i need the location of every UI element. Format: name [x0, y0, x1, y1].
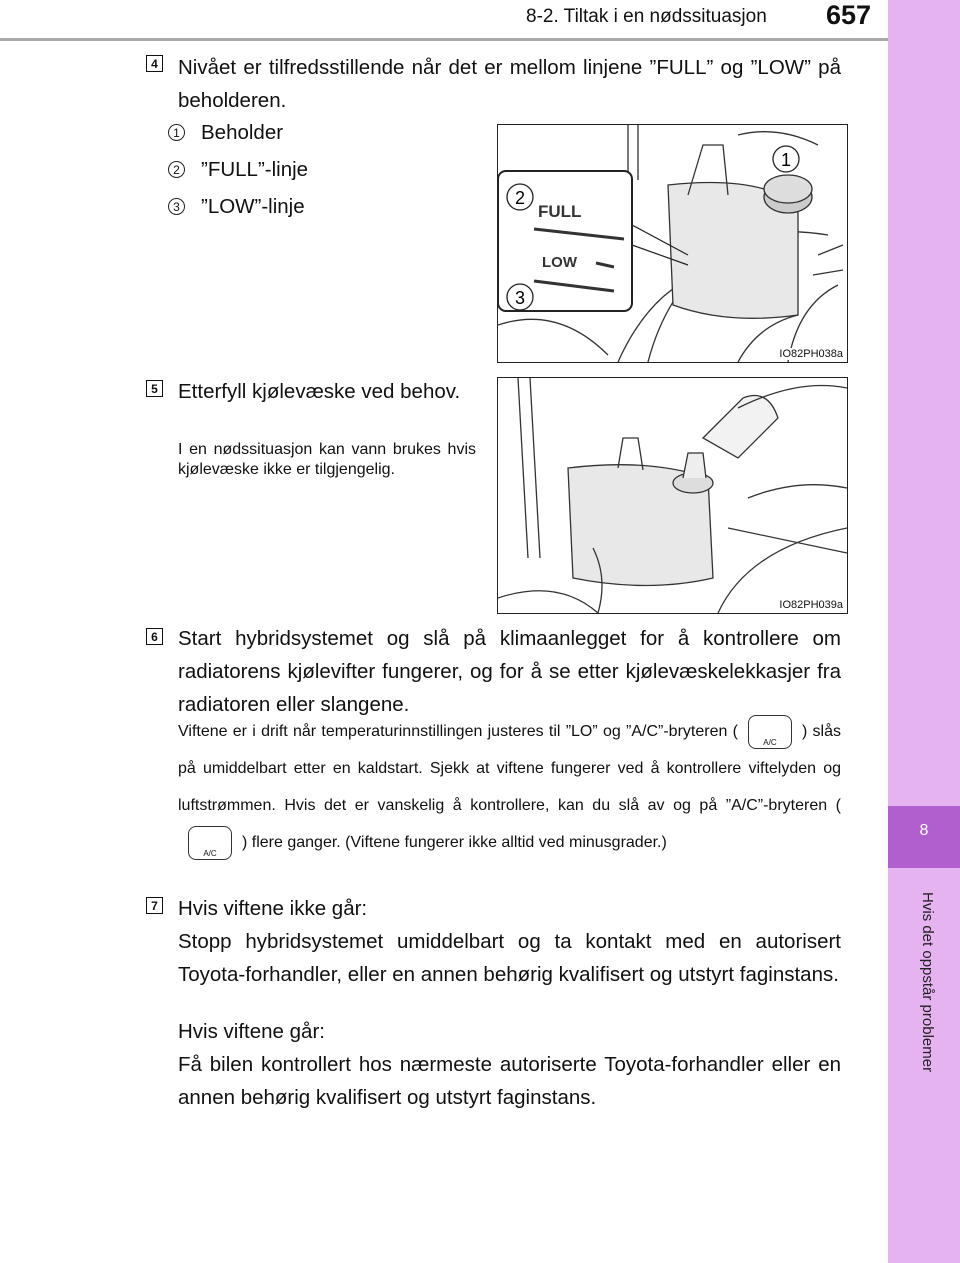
step-5-text: Etterfyll kjølevæske ved behov.: [178, 380, 461, 403]
legend-item: [168, 188, 468, 225]
reservoir-illustration: [498, 125, 847, 362]
reservoir-level-figure: [497, 124, 848, 363]
chapter-label: Hvis det oppstår problemer: [919, 892, 936, 1073]
refill-illustration: [498, 378, 847, 613]
full-marking: FULL: [538, 202, 582, 221]
refill-coolant-figure: [497, 377, 848, 614]
step-number-6: 6: [146, 628, 163, 645]
figure-legend: [168, 114, 468, 225]
header-rule: [0, 38, 888, 41]
step-6-note-part-b: ) slås på umiddelbart etter en kaldstart. Sjekk at viftene fungerer ved å kontrollere viftelyden og luftstrømmen. Hvis det er vanskelig å kontrollere, kan du slå av og på ”A/C”-bryteren (: [178, 723, 842, 814]
legend-label: ”FULL”-linje: [201, 157, 309, 181]
ac-button-icon: [188, 826, 232, 860]
callout-1: 1: [780, 150, 792, 170]
step-7-case-b-head: Hvis viftene går:: [178, 1020, 325, 1043]
legend-label: ”LOW”-linje: [201, 194, 305, 218]
page-number: 657: [826, 0, 872, 30]
ac-button-label: A/C: [763, 737, 777, 747]
ac-button-icon: [748, 715, 792, 749]
legend-number: 3: [168, 198, 185, 215]
step-5-note: I en nødssituasjon kan vann brukes hvis kjølevæske ikke er tilgjengelig.: [178, 441, 476, 478]
legend-label: Beholder: [201, 120, 284, 144]
legend-item: [168, 151, 468, 188]
legend-item: [168, 114, 468, 151]
step-6-note-part-a: Viftene er i drift når temperaturinnstillingen justeres til ”LO” og ”A/C”-bryteren (: [178, 723, 738, 740]
step-7-case-b-text: Få bilen kontrollert hos nærmeste autoriserte Toyota-forhandler eller en annen behørig kvalifisert og utstyrt faginstans.: [178, 1053, 841, 1109]
legend-number: 1: [168, 124, 185, 141]
ac-button-label: A/C: [203, 848, 217, 858]
step-number-7: 7: [146, 897, 163, 914]
figure-code: IO82PH039a: [779, 599, 843, 611]
step-4-text: Nivået er tilfredsstillende når det er mellom linjene ”FULL” og ”LOW” på beholderen.: [178, 56, 841, 112]
step-6-note-part-c: ) flere ganger. (Viftene fungerer ikke alltid ved minusgrader.): [242, 834, 667, 851]
step-7-case-a-head: Hvis viftene ikke går:: [178, 897, 368, 920]
callout-2: 2: [514, 188, 526, 208]
step-number-4: 4: [146, 55, 163, 72]
step-number-5: 5: [146, 380, 163, 397]
step-6-text: Start hybridsystemet og slå på klimaanlegget for å kontrollere om radiatorens kjølevifter fungerer, og for å se etter kjølevæskelekkasjer fra radiatoren eller slangene.: [178, 627, 841, 716]
step-6-note: [178, 713, 841, 861]
callout-3: 3: [514, 288, 526, 308]
step-7-case-a-text: Stopp hybridsystemet umiddelbart og ta kontakt med en autorisert Toyota-forhandler, eller en annen behørig kvalifisert og utstyrt faginstans.: [178, 930, 841, 986]
legend-number: 2: [168, 161, 185, 178]
section-title: 8-2. Tiltak i en nødssituasjon: [526, 6, 767, 27]
chapter-number: 8: [919, 822, 929, 839]
figure-code: IO82PH038a: [779, 348, 843, 360]
low-marking: LOW: [542, 254, 577, 271]
